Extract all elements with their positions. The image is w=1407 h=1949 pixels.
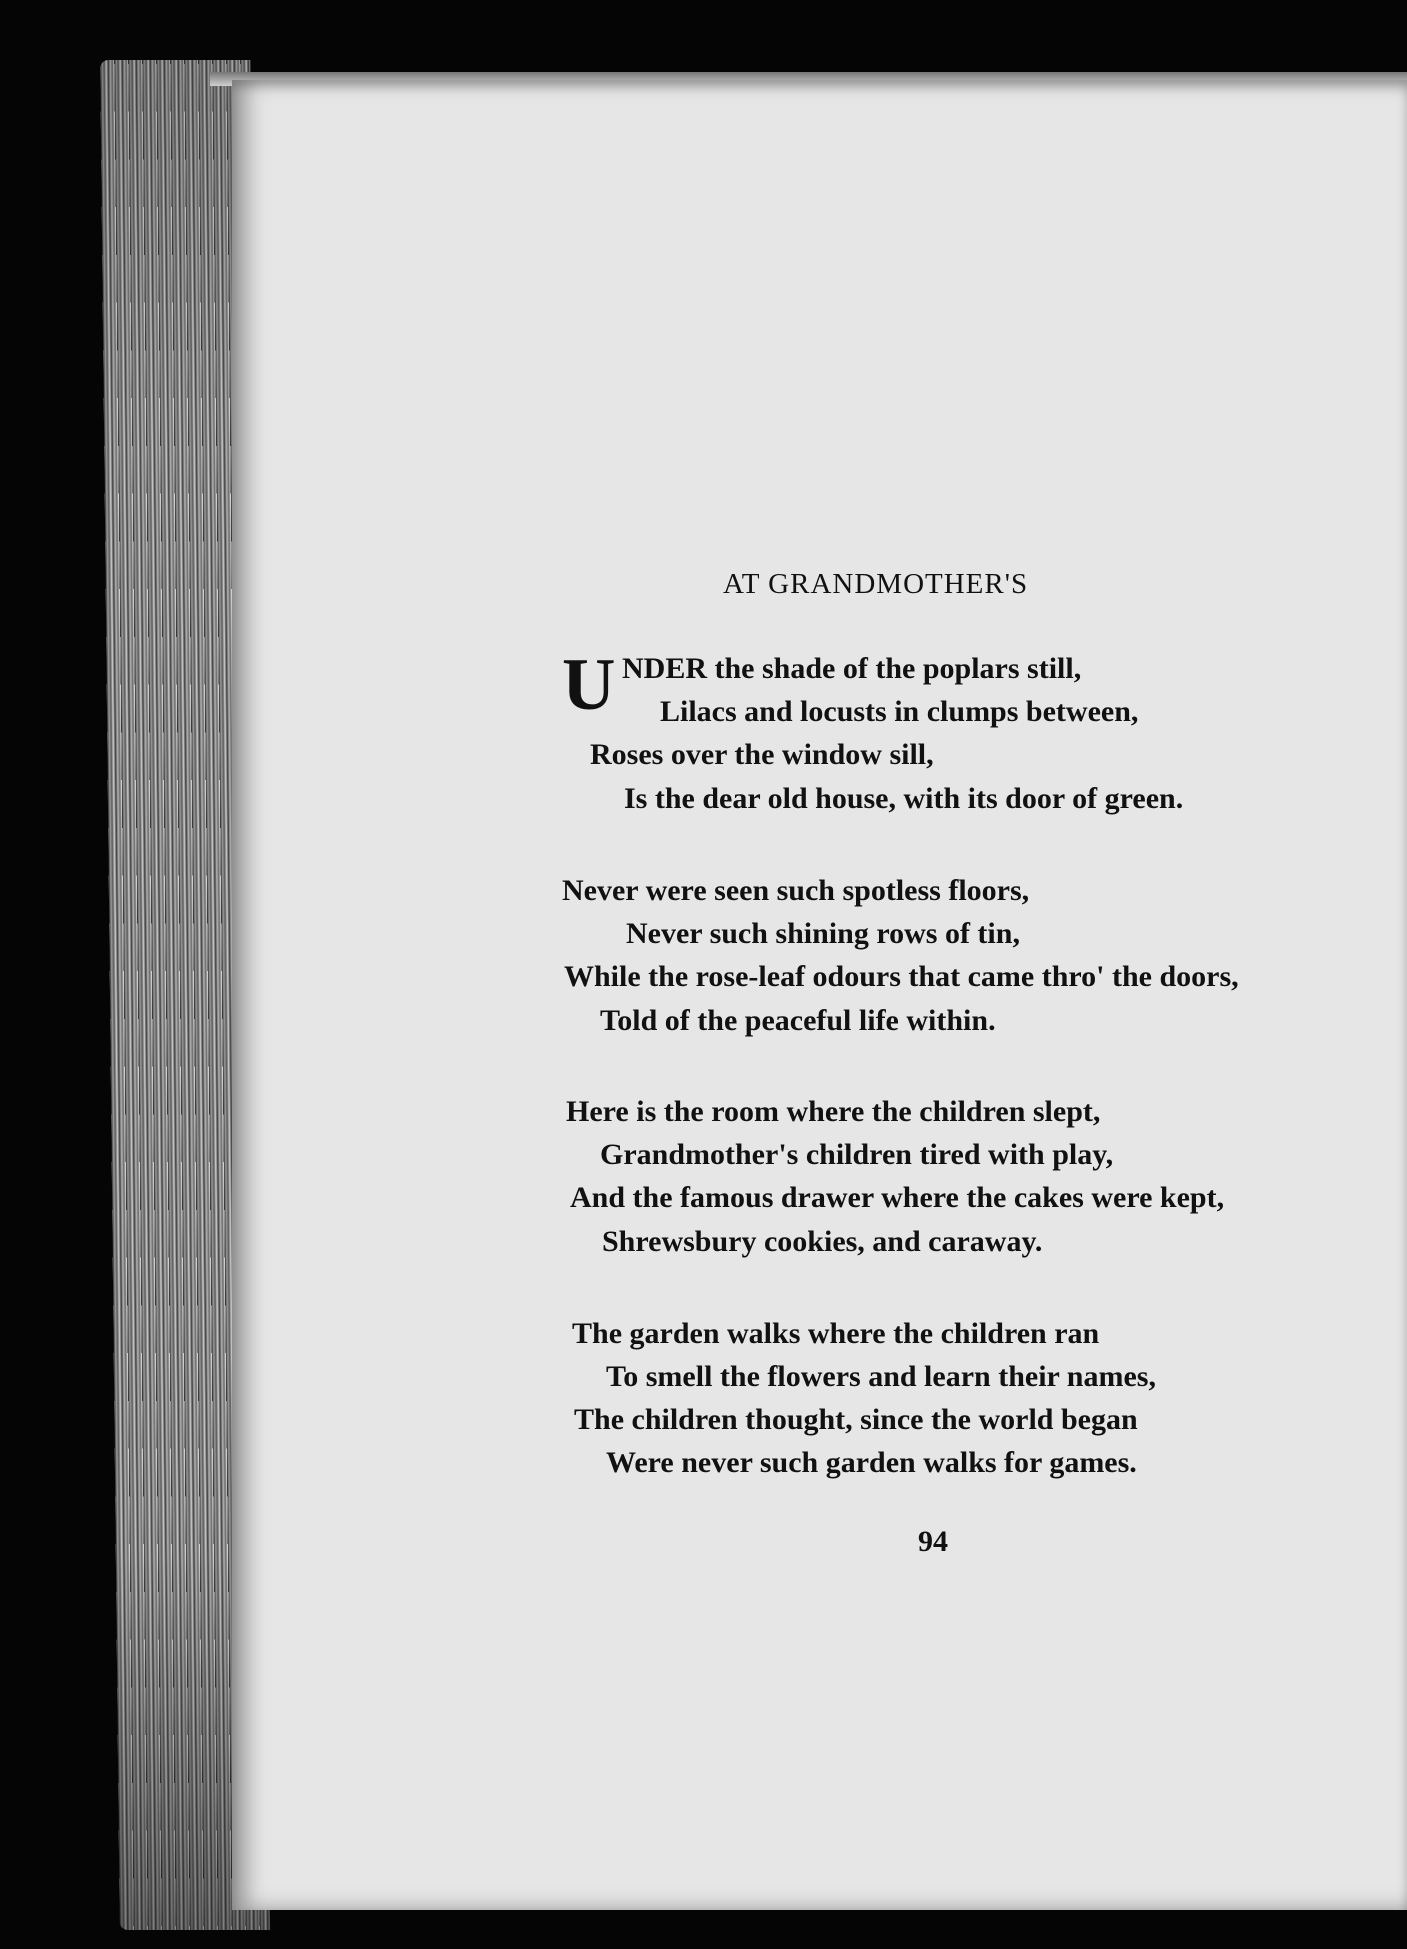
stanza-1-line-4: Is the dear old house, with its door of green. xyxy=(624,782,1184,815)
stanza-4-line-3: The children thought, since the world began xyxy=(574,1403,1138,1436)
stanza-4-line-4: Were never such garden walks for games. xyxy=(606,1446,1137,1479)
stanza-2-line-2: Never such shining rows of tin, xyxy=(626,917,1020,950)
stanza-1-line-1: NDER the shade of the poplars still, xyxy=(622,652,1082,685)
stanza-2-line-4: Told of the peaceful life within. xyxy=(600,1004,996,1037)
stanza-2-line-3: While the rose-leaf odours that came thro' the doors, xyxy=(564,960,1239,993)
stanza-4-line-2: To smell the flowers and learn their names, xyxy=(606,1360,1156,1393)
stanza-3-line-3: And the famous drawer where the cakes were kept, xyxy=(570,1181,1225,1214)
stanza-3-line-1: Here is the room where the children slept, xyxy=(566,1095,1101,1128)
stanza-2-line-1: Never were seen such spotless floors, xyxy=(562,874,1030,907)
stanza-1-line-2: Lilacs and locusts in clumps between, xyxy=(660,695,1139,728)
stanza-3-line-2: Grandmother's children tired with play, xyxy=(600,1138,1114,1171)
page-number: 94 xyxy=(918,1525,948,1558)
stanza-3-line-4: Shrewsbury cookies, and caraway. xyxy=(602,1225,1043,1258)
drop-cap-letter: U xyxy=(562,644,616,726)
poem-title: AT GRANDMOTHER'S xyxy=(723,568,1029,600)
stanza-4-line-1: The garden walks where the children ran xyxy=(572,1317,1100,1350)
book-page xyxy=(232,80,1407,1910)
stanza-1-line-3: Roses over the window sill, xyxy=(590,738,934,771)
